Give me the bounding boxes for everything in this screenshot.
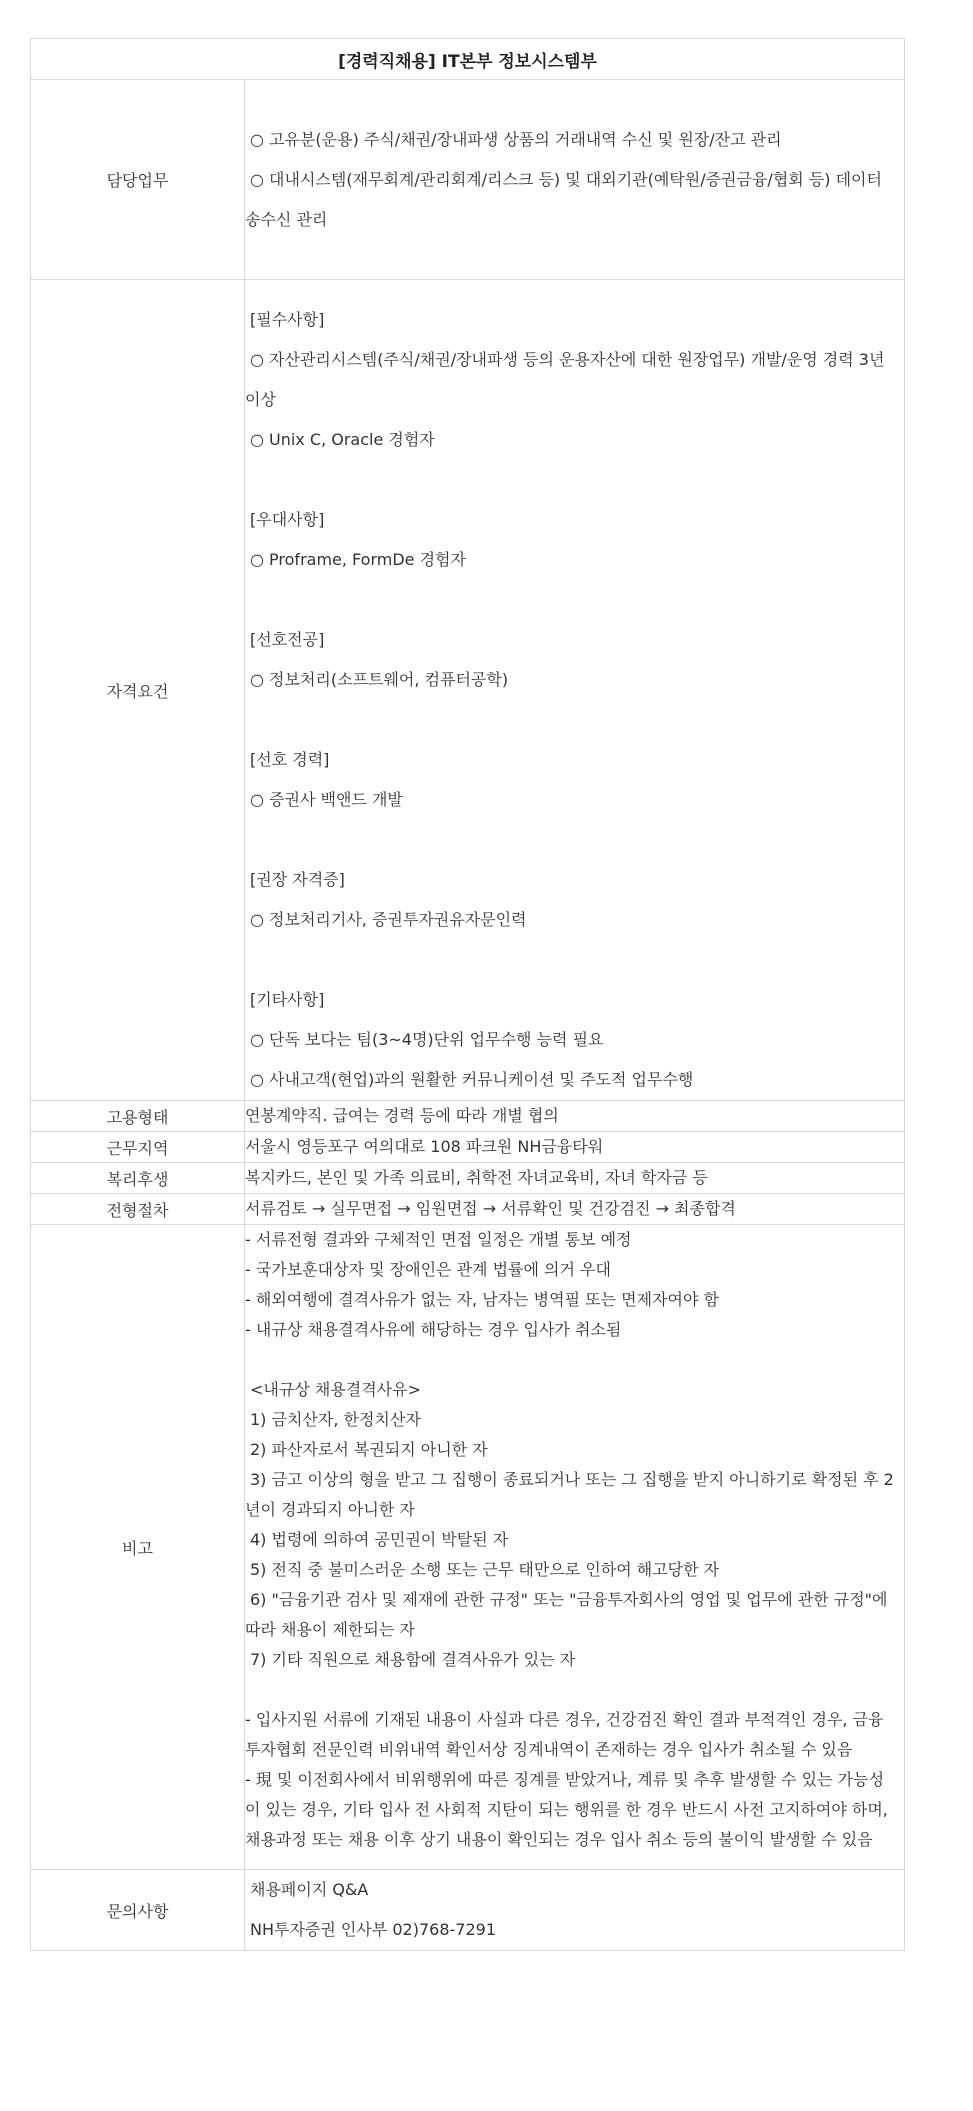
qual-line: ○ 자산관리시스템(주식/채권/장내파생 등의 운용자산에 대한 원장업무) 개발/운영 경력 3년 (250, 350, 885, 369)
location-cell (245, 1132, 905, 1163)
contact-line: NH투자증권 인사부 02)768-7291 (250, 1920, 496, 1939)
qual-heading-career: [선호 경력] (250, 750, 330, 769)
employment-row (31, 1101, 905, 1132)
location-value: 서울시 영등포구 여의대로 108 파크원 NH금융타워 (245, 1137, 604, 1156)
location-label: 근무지역 (31, 1132, 245, 1163)
qual-heading-required: [필수사항] (250, 310, 325, 329)
note-line: 이 있는 경우, 기타 입사 전 사회적 지탄이 되는 행위를 한 경우 반드시 사전 고지하여야 하며, (245, 1800, 888, 1819)
welfare-value: 복지카드, 본인 및 가족 의료비, 취학전 자녀교육비, 자녀 학자금 등 (245, 1168, 708, 1187)
welfare-row (31, 1163, 905, 1194)
spacer (245, 940, 904, 980)
duty-content (245, 80, 905, 280)
posting-title: [경력직채용] IT본부 정보시스템부 (31, 39, 905, 80)
duty-line: ○ 고유분(운용) 주식/채권/장내파생 상품의 거래내역 수신 및 원장/잔고 관리 (250, 129, 782, 149)
note-line: 4) 법령에 의하여 공민권이 박탈된 자 (250, 1530, 509, 1549)
job-posting-table (30, 38, 905, 1951)
spacer (245, 580, 904, 620)
qual-heading-preferred: [우대사항] (250, 510, 325, 529)
note-line: 투자협회 전문인력 비위내역 확인서상 징계내역이 존재하는 경우 입사가 취소될 수 있음 (245, 1740, 853, 1759)
contact-content (245, 1870, 905, 1951)
employment-cell (245, 1101, 905, 1132)
note-line: 1) 금치산자, 한정치산자 (250, 1410, 421, 1429)
qual-heading-cert: [권장 자격증] (250, 870, 345, 889)
contact-line: 채용페이지 Q&A (250, 1880, 369, 1899)
welfare-cell (245, 1163, 905, 1194)
notes-content (245, 1225, 905, 1870)
qual-heading-other: [기타사항] (250, 990, 325, 1009)
qual-line: ○ 단독 보다는 팀(3~4명)단위 업무수행 능력 필요 (250, 1030, 604, 1049)
qual-line: ○ 정보처리(소프트웨어, 컴퓨터공학) (250, 670, 509, 689)
notes-row (31, 1225, 905, 1870)
process-label: 전형절차 (31, 1194, 245, 1225)
note-line: 년이 경과되지 아니한 자 (245, 1500, 415, 1519)
note-line: 3) 금고 이상의 형을 받고 그 집행이 종료되거나 또는 그 집행을 받지 아니하기로 확정된 후 2 (250, 1470, 894, 1489)
spacer (245, 1345, 904, 1375)
qual-line: ○ 사내고객(현업)과의 원활한 커뮤니케이션 및 주도적 업무수행 (250, 1070, 694, 1089)
qualifications-label: 자격요건 (31, 280, 245, 1101)
note-line: - 내규상 채용결격사유에 해당하는 경우 입사가 취소됨 (245, 1320, 622, 1339)
note-line: - 해외여행에 결격사유가 없는 자, 남자는 병역필 또는 면제자여야 함 (245, 1290, 719, 1309)
title-row (31, 39, 905, 80)
spacer (245, 460, 904, 500)
qual-line: ○ 정보처리기사, 증권투자권유자문인력 (250, 910, 527, 929)
qual-line: 이상 (245, 390, 276, 409)
notes-label: 비고 (31, 1225, 245, 1870)
spacer (245, 700, 904, 740)
note-line: <내규상 채용결격사유> (250, 1380, 422, 1399)
spacer (245, 820, 904, 860)
qual-line: ○ Unix C, Oracle 경험자 (250, 430, 435, 449)
process-value: 서류검토 → 실무면접 → 임원면접 → 서류확인 및 건강검진 → 최종합격 (245, 1199, 736, 1218)
duty-row (31, 80, 905, 280)
qualifications-content (245, 280, 905, 1101)
note-line: - 입사지원 서류에 기재된 내용이 사실과 다른 경우, 건강검진 확인 결과 부적격인 경우, 금융 (245, 1710, 884, 1729)
process-row (31, 1194, 905, 1225)
note-line: - 現 및 이전회사에서 비위행위에 따른 징계를 받았거나, 계류 및 추후 발생할 수 있는 가능성 (245, 1770, 885, 1789)
note-line: 6) "금융기관 검사 및 제재에 관한 규정" 또는 "금융투자회사의 영업 및 업무에 관한 규정"에 (250, 1590, 888, 1609)
spacer (245, 1675, 904, 1705)
note-line: 5) 전직 중 불미스러운 소행 또는 근무 태만으로 인하여 해고당한 자 (250, 1560, 720, 1579)
employment-value: 연봉계약직. 급여는 경력 등에 따라 개별 협의 (245, 1106, 559, 1125)
qualifications-row (31, 280, 905, 1101)
qual-line: ○ 증권사 백앤드 개발 (250, 790, 403, 809)
note-line: 따라 채용이 제한되는 자 (245, 1620, 415, 1639)
duty-line: ○ 대내시스템(재무회계/관리회계/리스크 등) 및 대외기관(예탁원/증권금융/협회 등) 데이터 (250, 169, 882, 189)
note-line: 채용과정 또는 채용 이후 상기 내용이 확인되는 경우 입사 취소 등의 불이익 발생할 수 있음 (245, 1830, 873, 1849)
note-line: - 국가보훈대상자 및 장애인은 관계 법률에 의거 우대 (245, 1260, 611, 1279)
note-line: 7) 기타 직원으로 채용함에 결격사유가 있는 자 (250, 1650, 576, 1669)
qual-heading-major: [선호전공] (250, 630, 325, 649)
note-line: - 서류전형 결과와 구체적인 면접 일정은 개별 통보 예정 (245, 1230, 632, 1249)
employment-label: 고용형태 (31, 1101, 245, 1132)
duty-line: 송수신 관리 (245, 209, 328, 229)
note-line: 2) 파산자로서 복권되지 아니한 자 (250, 1440, 488, 1459)
contact-row (31, 1870, 905, 1951)
location-row (31, 1132, 905, 1163)
contact-label: 문의사항 (31, 1870, 245, 1951)
welfare-label: 복리후생 (31, 1163, 245, 1194)
duty-label: 담당업무 (31, 80, 245, 280)
qual-line: ○ Proframe, FormDe 경험자 (250, 550, 466, 569)
process-cell (245, 1194, 905, 1225)
